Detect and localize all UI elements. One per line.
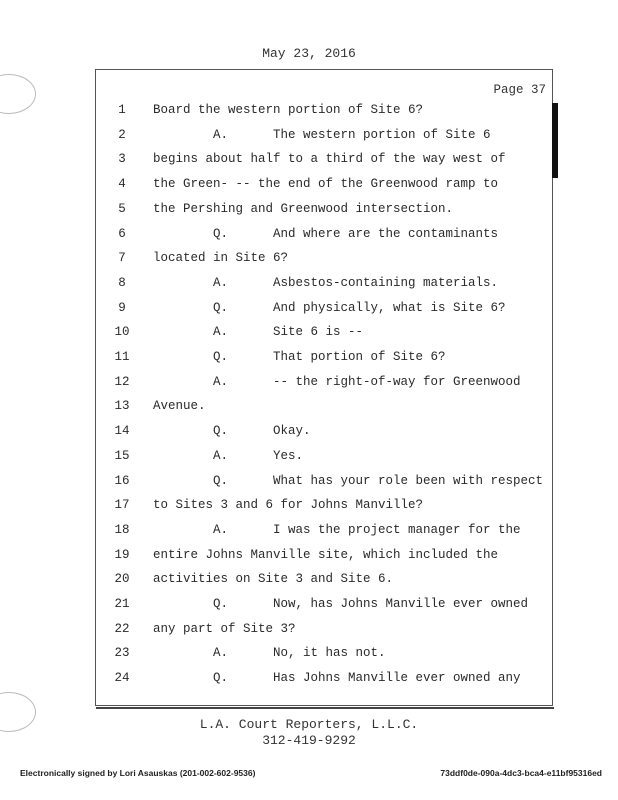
transcript-line: [0, 523, 618, 547]
line-text: A. No, it has not.: [153, 646, 386, 661]
line-text: Q. Now, has Johns Manville ever owned: [153, 597, 529, 611]
page-number: Page 37: [493, 83, 546, 97]
line-text: A. Yes.: [153, 448, 304, 463]
electronic-signature-note: Electronically signed by Lori Asauskas (201-002-602-9536): [20, 768, 256, 778]
line-text: A. I was the project manager for the: [153, 522, 521, 537]
transcript-line: [0, 325, 618, 349]
transcript-line: [0, 202, 618, 226]
line-text: the Green- -- the end of the Greenwood ramp to: [153, 177, 499, 192]
line-number: 3: [118, 152, 126, 167]
line-text: A. The western portion of Site 6: [153, 127, 491, 142]
transcript-line: [0, 227, 618, 251]
line-number: 4: [118, 177, 126, 192]
line-text: A. -- the right-of-way for Greenwood: [153, 374, 521, 389]
line-number: 9: [118, 300, 126, 315]
line-text: located in Site 6?: [153, 251, 289, 266]
line-text: Q. What has your role been with respect: [153, 473, 544, 488]
line-number: 17: [114, 498, 130, 513]
line-number: 23: [114, 646, 130, 661]
line-number: 15: [114, 448, 130, 463]
line-text: activities on Site 3 and Site 6.: [153, 572, 394, 587]
line-number: 10: [114, 325, 130, 340]
line-text: Q. And where are the contaminants: [153, 226, 499, 241]
line-number: 24: [114, 671, 130, 686]
line-number: 8: [118, 275, 126, 290]
transcript-line: [0, 424, 618, 448]
line-text: Board the western portion of Site 6?: [153, 103, 424, 117]
transcript-date: May 23, 2016: [262, 46, 356, 61]
line-number: 21: [114, 597, 130, 611]
transcript-line: [0, 399, 618, 423]
line-number: 6: [118, 226, 126, 241]
transcript-line: [0, 622, 618, 646]
line-text: A. Asbestos-containing materials.: [153, 275, 499, 290]
line-text: A. Site 6 is --: [153, 325, 364, 340]
line-number: 14: [114, 424, 130, 439]
transcript-line: [0, 498, 618, 522]
transcript-line: [0, 449, 618, 473]
line-text: the Pershing and Greenwood intersection.: [153, 201, 454, 216]
transcript-line: [0, 103, 618, 127]
transcript-line: [0, 671, 618, 695]
document-hash: 73ddf0de-090a-4dc3-bca4-e11bf95316ed: [440, 768, 602, 778]
line-number: 1: [118, 103, 126, 117]
line-text: any part of Site 3?: [153, 621, 296, 636]
reporter-phone: 312-419-9292: [262, 733, 356, 748]
line-text: Q. Has Johns Manville ever owned any: [153, 671, 521, 686]
transcript-line: [0, 548, 618, 572]
frame-bottom-rule: [96, 707, 554, 709]
line-number: 22: [114, 621, 130, 636]
line-number: 12: [114, 374, 130, 389]
transcript-line: [0, 597, 618, 621]
transcript-line: [0, 177, 618, 201]
transcript-line: [0, 375, 618, 399]
line-number: 7: [118, 251, 126, 266]
transcript-line: [0, 646, 618, 670]
transcript-line: [0, 251, 618, 275]
line-number: 18: [114, 522, 130, 537]
transcript-line: [0, 350, 618, 374]
transcript-line: [0, 572, 618, 596]
line-text: Avenue.: [153, 399, 206, 414]
line-number: 5: [118, 201, 126, 216]
line-number: 13: [114, 399, 130, 414]
line-number: 19: [114, 547, 130, 562]
line-text: Q. That portion of Site 6?: [153, 350, 446, 364]
line-text: Q. And physically, what is Site 6?: [153, 300, 506, 315]
transcript-line: [0, 301, 618, 325]
line-text: Q. Okay.: [153, 424, 311, 439]
line-text: to Sites 3 and 6 for Johns Manville?: [153, 498, 424, 513]
line-text: begins about half to a third of the way west of: [153, 152, 506, 167]
transcript-line: [0, 128, 618, 152]
line-number: 20: [114, 572, 130, 587]
line-number: 11: [114, 350, 130, 364]
transcript-line: [0, 152, 618, 176]
line-number: 16: [114, 473, 130, 488]
line-text: entire Johns Manville site, which included the: [153, 547, 499, 562]
transcript-line: [0, 474, 618, 498]
reporter-company: L.A. Court Reporters, L.L.C.: [199, 717, 419, 732]
transcript-line: [0, 276, 618, 300]
line-number: 2: [118, 127, 126, 142]
